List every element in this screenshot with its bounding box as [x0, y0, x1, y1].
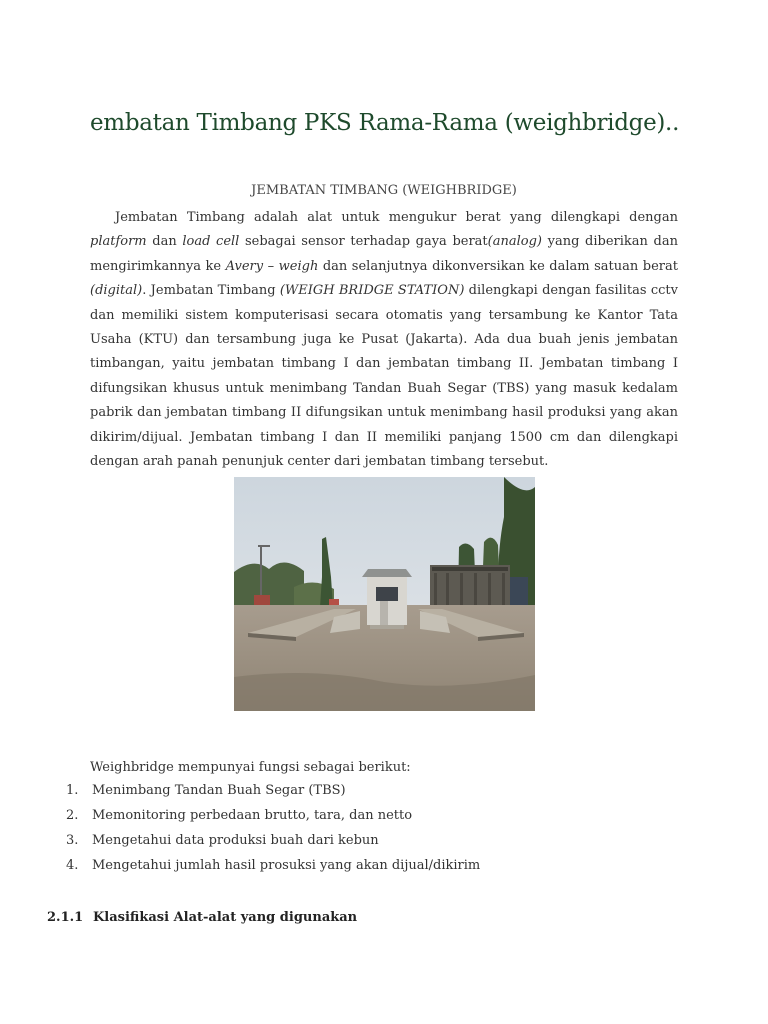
paragraph-text: sebagai sensor terhadap gaya berat [239, 234, 488, 250]
italic-term: (WEIGH BRIDGE STATION) [279, 283, 465, 299]
italic-term: load cell [182, 234, 240, 250]
italic-term: (digital) [90, 283, 143, 299]
subsection-title: Klasifikasi Alat-alat yang digunakan [93, 910, 358, 925]
list-item-text: Mengetahui jumlah hasil prosuksi yang akan dijual/dikirim [92, 858, 481, 873]
italic-term: Avery – weigh [225, 258, 319, 274]
list-item-text: Mengetahui data produksi buah dari kebun [92, 833, 379, 848]
page-title: embatan Timbang PKS Rama-Rama (weighbridge).. [90, 110, 680, 136]
paragraph-text: dilengkapi dengan fasilitas cctv dan memiliki sistem komputerisasi secara otomatis yang tersambung ke Kantor Tata Usaha (KTU) dan tersambung juga ke Pusat (Jakarta). Ada dua buah jenis jembatan timbangan, yaitu jembatan timbang I dan jembatan timbang II. Jembatan timbang I difungsikan khusus untuk menimbang Tandan Buah Segar (TBS) yang masuk kedalam pabrik dan jembatan timbang II difungsikan untuk menimbang hasil produksi yang akan dikirim/dijual. Jembatan timbang I dan II memiliki panjang 1500 cm dan dilengkapi dengan arah panah penunjuk center dari jembatan timbang tersebut. [90, 283, 678, 470]
paragraph-text: . Jembatan Timbang [142, 283, 280, 299]
list-item-text: Memonitoring perbedaan brutto, tara, dan netto [92, 808, 413, 823]
list-item-number: 3. [66, 833, 79, 848]
section-heading: JEMBATAN TIMBANG (WEIGHBRIDGE) [251, 183, 517, 198]
body-paragraph [90, 206, 678, 474]
paragraph-text: dan [146, 234, 183, 250]
list-intro: Weighbridge mempunyai fungsi sebagai berikut: [90, 760, 411, 775]
weighbridge-photo [234, 477, 535, 711]
paragraph-text: Jembatan Timbang adalah alat untuk mengukur berat yang dilengkapi dengan [115, 210, 678, 225]
paragraph-text: dan selanjutnya dikonversikan ke dalam satuan berat [318, 258, 678, 274]
subsection-number: 2.1.1 [47, 910, 84, 925]
list-item-number: 2. [66, 808, 79, 823]
list-item-number: 4. [66, 858, 79, 873]
paragraph-text: yang diberikan dan mengirimkannya ke [90, 234, 678, 274]
list-item-number: 1. [66, 783, 79, 798]
list-item-text: Menimbang Tandan Buah Segar (TBS) [92, 783, 346, 798]
italic-term: platform [90, 234, 147, 250]
italic-term: (analog) [487, 234, 542, 250]
